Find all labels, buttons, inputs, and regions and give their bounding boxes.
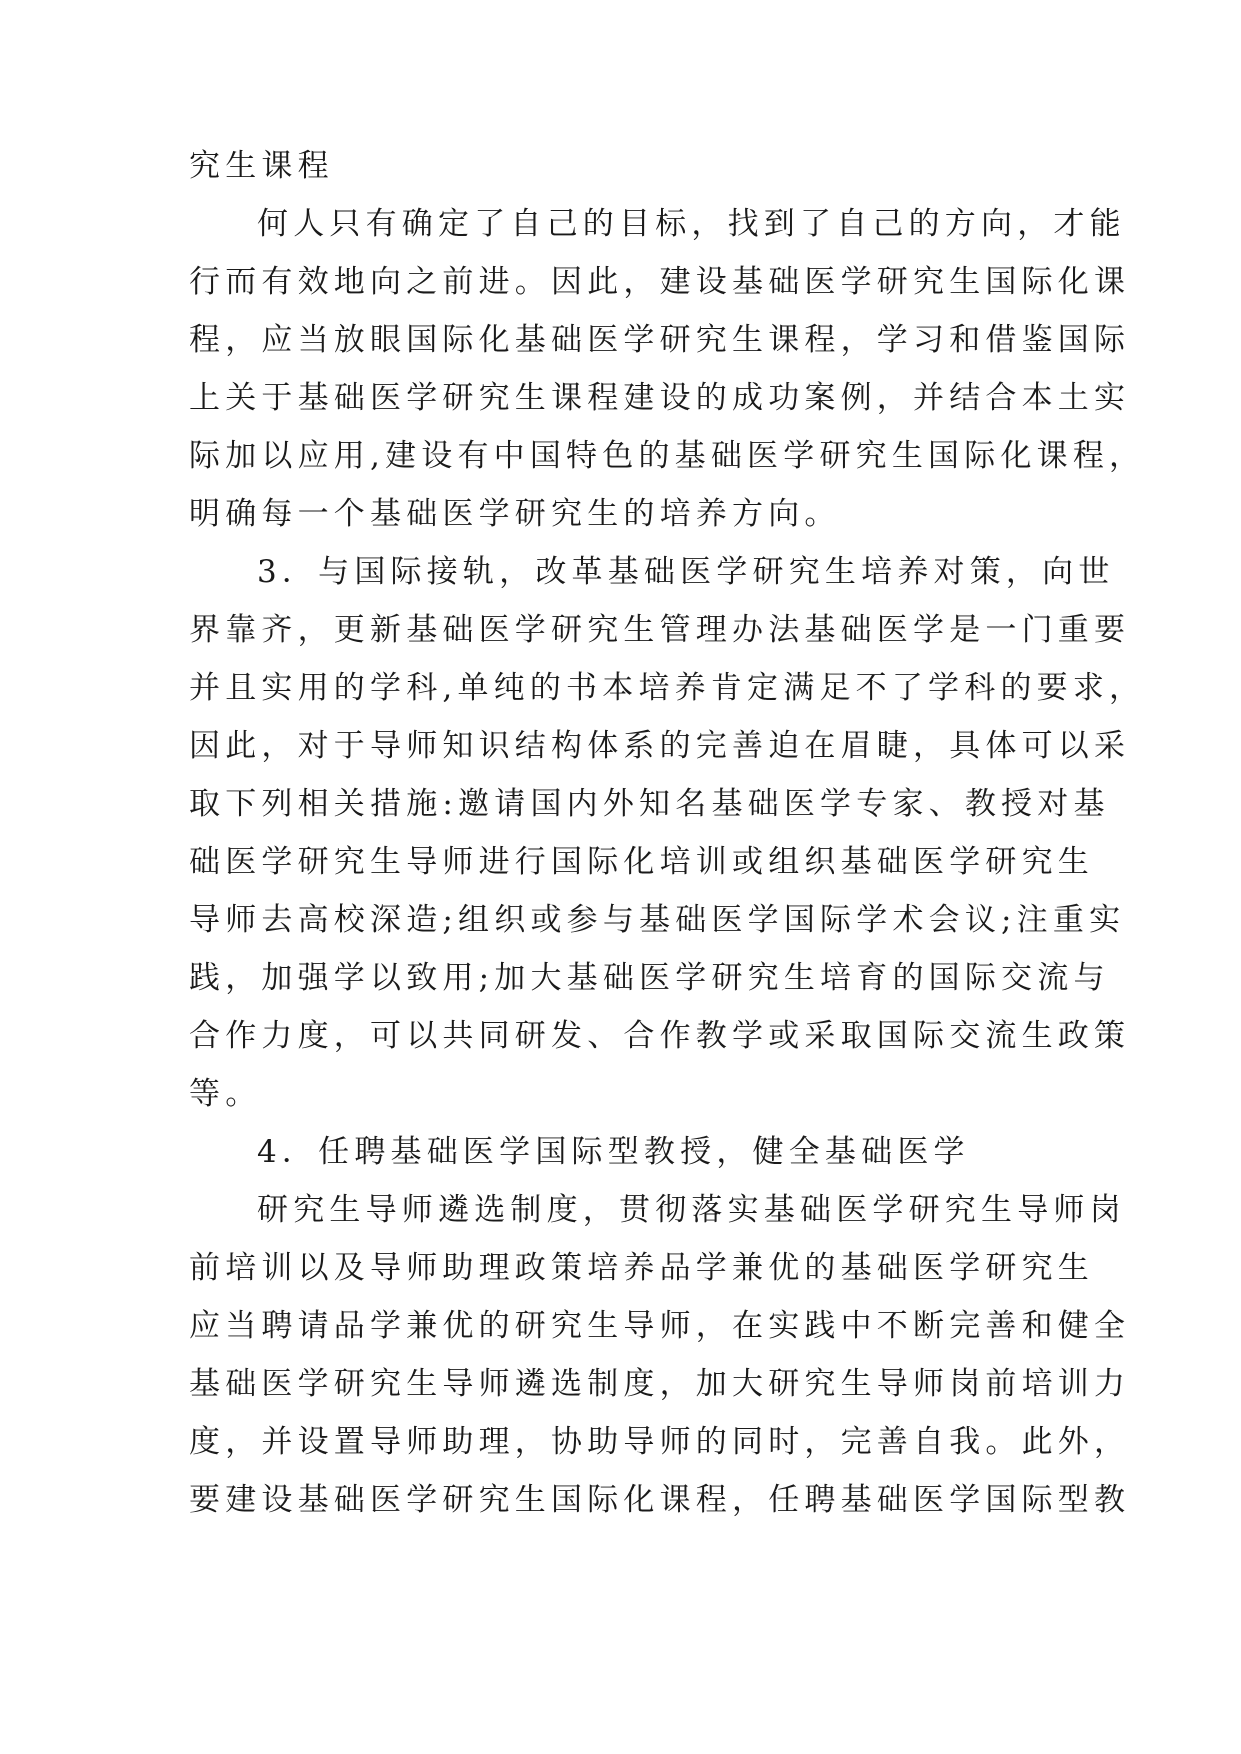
text-line: 并且实用的学科,单纯的书本培养肯定满足不了学科的要求， [189,670,1146,706]
section-heading: 4．任聘基础医学国际型教授，健全基础医学 [257,1134,970,1170]
text-line: 取下列相关措施:邀请国内外知名基础医学专家、教授对基 [189,786,1110,822]
text-line: 基础医学研究生导师遴选制度，加大研究生导师岗前培训力 [189,1366,1131,1402]
text-line: 础医学研究生导师进行国际化培训或组织基础医学研究生 [189,844,1094,880]
text-line: 合作力度，可以共同研发、合作教学或采取国际交流生政策 [189,1018,1131,1054]
paragraph-start: 3．与国际接轨，改革基础医学研究生培养对策，向世 [257,554,1115,590]
text-line: 明确每一个基础医学研究生的培养方向。 [189,496,841,532]
text-line: 行而有效地向之前进。因此，建设基础医学研究生国际化课 [189,264,1131,300]
paragraph-start: 研究生导师遴选制度，贯彻落实基础医学研究生导师岗 [257,1192,1126,1228]
text-line: 导师去高校深造;组织或参与基础医学国际学术会议;注重实 [189,902,1126,938]
text-line: 究生课程 [189,148,334,184]
text-line: 界靠齐，更新基础医学研究生管理办法基础医学是一门重要 [189,612,1131,648]
text-line: 应当聘请品学兼优的研究生导师，在实践中不断完善和健全 [189,1308,1131,1344]
text-line: 度，并设置导师助理，协助导师的同时，完善自我。此外， [189,1424,1131,1460]
text-line: 程，应当放眼国际化基础医学研究生课程，学习和借鉴国际 [189,322,1131,358]
text-line: 要建设基础医学研究生国际化课程，任聘基础医学国际型教 [189,1482,1131,1518]
paragraph-start: 何人只有确定了自己的目标，找到了自己的方向，才能 [257,206,1126,242]
text-line: 等。 [189,1076,262,1112]
text-line: 因此，对于导师知识结构体系的完善迫在眉睫，具体可以采 [189,728,1131,764]
text-line: 上关于基础医学研究生课程建设的成功案例，并结合本土实 [189,380,1131,416]
text-line: 践，加强学以致用;加大基础医学研究生培育的国际交流与 [189,960,1110,996]
text-line: 前培训以及导师助理政策培养品学兼优的基础医学研究生 [189,1250,1094,1286]
text-line: 际加以应用,建设有中国特色的基础医学研究生国际化课程， [189,438,1146,474]
